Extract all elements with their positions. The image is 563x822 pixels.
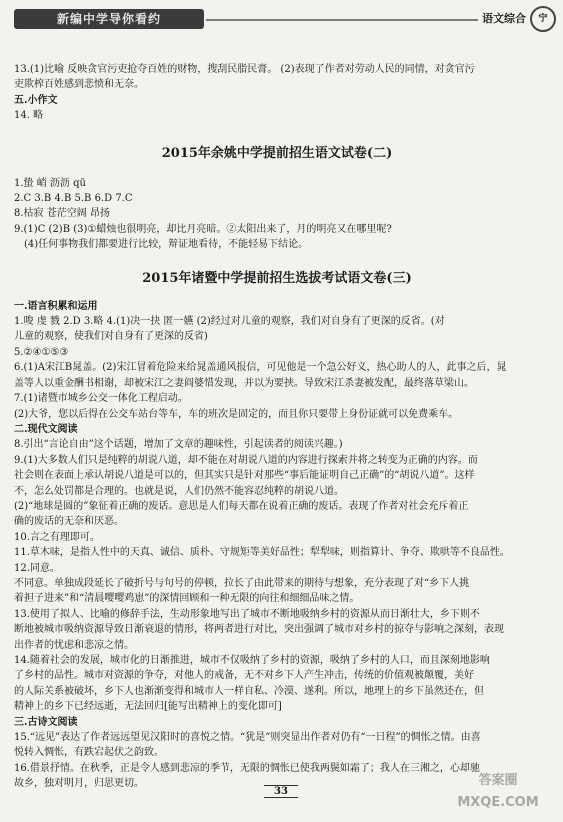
answer-content: [14, 62, 540, 792]
page-number-text: 33: [264, 785, 298, 798]
text-line: 10.言之有理即可。: [14, 531, 100, 543]
text-line: 盖等人以重金酬书相谢，却被宋江之妻阎婆惜发现，并以为要挟。导致宋江杀妻被发配，最终落草梁山。: [14, 377, 474, 389]
part1-block: [14, 62, 540, 124]
text-line: 14. 略: [14, 110, 44, 122]
text-line: 12.同意。: [14, 562, 60, 574]
text-line: 16.借景抒情。在秋季，正是令人感到悲凉的季节，无限的惆怅已使我两鬓如霜了；我人在三湘之，心却驰: [14, 762, 480, 774]
text-line: 了乡村的品性。城市对资源的争夺，对他人的戒备，无不对乡下人产生冲击，传统的价值观被颠覆，美好: [14, 670, 474, 682]
text-line: 2.C 3.B 4.B 5.B 6.D 7.C: [14, 193, 133, 205]
text-line: 8.枯寂 苍茫空阔 昂扬: [14, 208, 110, 220]
text-line: 故乡，独对明月，归思更切。: [14, 778, 144, 790]
watermark-line: MXQE.COM: [457, 795, 539, 810]
text-line: 社会则在表面上承认胡说八道是可以的，但其实只是针对那些“事后能证明自己正确”的“胡说八道”。这样: [14, 470, 475, 482]
text-line: 5.②④①⑤③: [14, 346, 69, 358]
section-heading: 三.古诗文阅读: [14, 716, 78, 728]
text-line: (2)“地球是圆的”象征着正确的废话。意思是人们每天都在说着正确的废话。表现了作者对社会充斥着正: [14, 500, 469, 512]
logo-icon: 宁: [530, 6, 556, 32]
text-line: 14.随着社会的发展，城市化的日渐推进，城市不仅吸纳了乡村的资源，吸纳了乡村的人口，而且深刻地影响: [14, 655, 490, 666]
text-line: 7.(1)诸暨市城乡公交一体化工程启动。: [14, 393, 188, 405]
text-line: 9.(1)大多数人们只是纯粹的胡说八道，却不能在对胡说八道的内容进行探索并将之转变为正确的内容。而: [14, 454, 478, 466]
text-line: 的人际关系被破坏，乡下人也渐渐变得和城市人一样自私、冷漠、遂利。所以，地理上的乡下虽然还在，但: [14, 685, 484, 697]
text-line: 15.“远见”表达了作者远远望见汉阳时的喜悦之情。“犹是”则突显出作者对仍有“一日程”的惆怅之情。由喜: [14, 732, 481, 744]
text-line: 确的废话的无奈和厌恶。: [14, 516, 124, 528]
brand-banner: 新编中学导你看约: [14, 9, 204, 29]
text-line: 6.(1)A宋江B晁盖。(2)宋江冒着危险来给晁盖通风报信，可见他是一个急公好义，热心助人的人，此事之后，晁: [14, 362, 507, 374]
section-heading: 五.小作文: [14, 94, 58, 106]
text-line: 1.唆 虔 戮 2.D 3.略 4.(1)决一抉 匿一嬿 (2)经过对儿童的观察，我们对自身有了更深的反省。(对: [14, 316, 445, 328]
page-header: [0, 0, 563, 40]
text-line: 断地被城市吸纳资源导致日渐衰退的情形，将两者进行对比，突出强调了城市对乡村的掠夺与影响之深刻，表现: [14, 624, 504, 636]
text-line: 9.(1)C (2)B (3)①蜡烛也很明亮，却比月亮暗。②太阳出来了，月的明亮又在哪里呢?: [14, 223, 392, 235]
text-line: 8.引出“言论自由”这个话题，增加了文章的趣味性，引起读者的阅读兴趣。): [14, 439, 343, 451]
text-line: 13.(1)比喻 反映贪官污吏抢夺百姓的财物，搜刮民脂民膏。 (2)表现了作者对劳动人民的同情，对贪官污: [14, 64, 475, 75]
paper3-title: 2015年诸暨中学提前招生选拔考试语文卷(三): [142, 270, 412, 286]
header-rule: [206, 19, 478, 21]
text-line: 不，怎么处罚都是合理的。也就是说，人们仍然不能容忍纯粹的胡说八道。: [14, 485, 344, 497]
text-line: (4)任何事物我们都要进行比较，辩证地看待，不能轻易下结论。: [24, 239, 309, 251]
paper3-block: [14, 299, 540, 792]
text-line: 儿童的观察，使我们对自身有了更深的反省): [14, 331, 208, 343]
text-line: 精神上的乡下已经远逝，无法回归[能写出精神上的变化即可]: [14, 701, 282, 713]
text-line: 吏欺榨百姓感到悲愤和无奈。: [14, 79, 144, 91]
text-line: 不同意。单独成段延长了破折号与句号的停顿，拉长了由此带来的期待与想象，充分表现了对“乡下人挑: [14, 577, 470, 589]
section-heading: 一.语言积累和运用: [14, 300, 98, 312]
page-number: [241, 785, 321, 798]
watermark: [438, 770, 558, 818]
text-line: 悦转入惆怅，有跌宕起伏之韵致。: [14, 747, 164, 759]
text-line: 出作者的忧虑和悲凉之情。: [14, 639, 134, 651]
watermark-line: 答案圈: [478, 773, 518, 788]
section-heading: 二.现代文阅读: [14, 423, 78, 435]
text-line: 13.使用了拟人、比喻的修辞手法，生动形象地写出了城市不断地吸纳乡村的资源从而日渐壮大，乡下则不: [14, 608, 480, 620]
text-line: 11.草木味，是指人性中的天真、诚信、质朴、守规矩等美好品性；犁犁味，则指算计、争夺、欺哄等不良品性。: [14, 547, 510, 559]
paper2-title: 2015年余姚中学提前招生语文试卷(二): [161, 145, 393, 161]
text-line: 着担子进来”和“清晨嘤嘤鸡崽”的深情回顾和一种无限的向往和细细品味之情。: [14, 593, 360, 605]
text-line: 1.蛰 峭 沥沥 qū: [14, 177, 86, 189]
subject-label: 语文综合: [482, 12, 526, 25]
text-line: (2)大爷，您以后得在公交车站台等车，车的班次是固定的，而且你只要带上身份证就可以免费乘车。: [14, 408, 459, 420]
paper2-block: [14, 176, 540, 253]
